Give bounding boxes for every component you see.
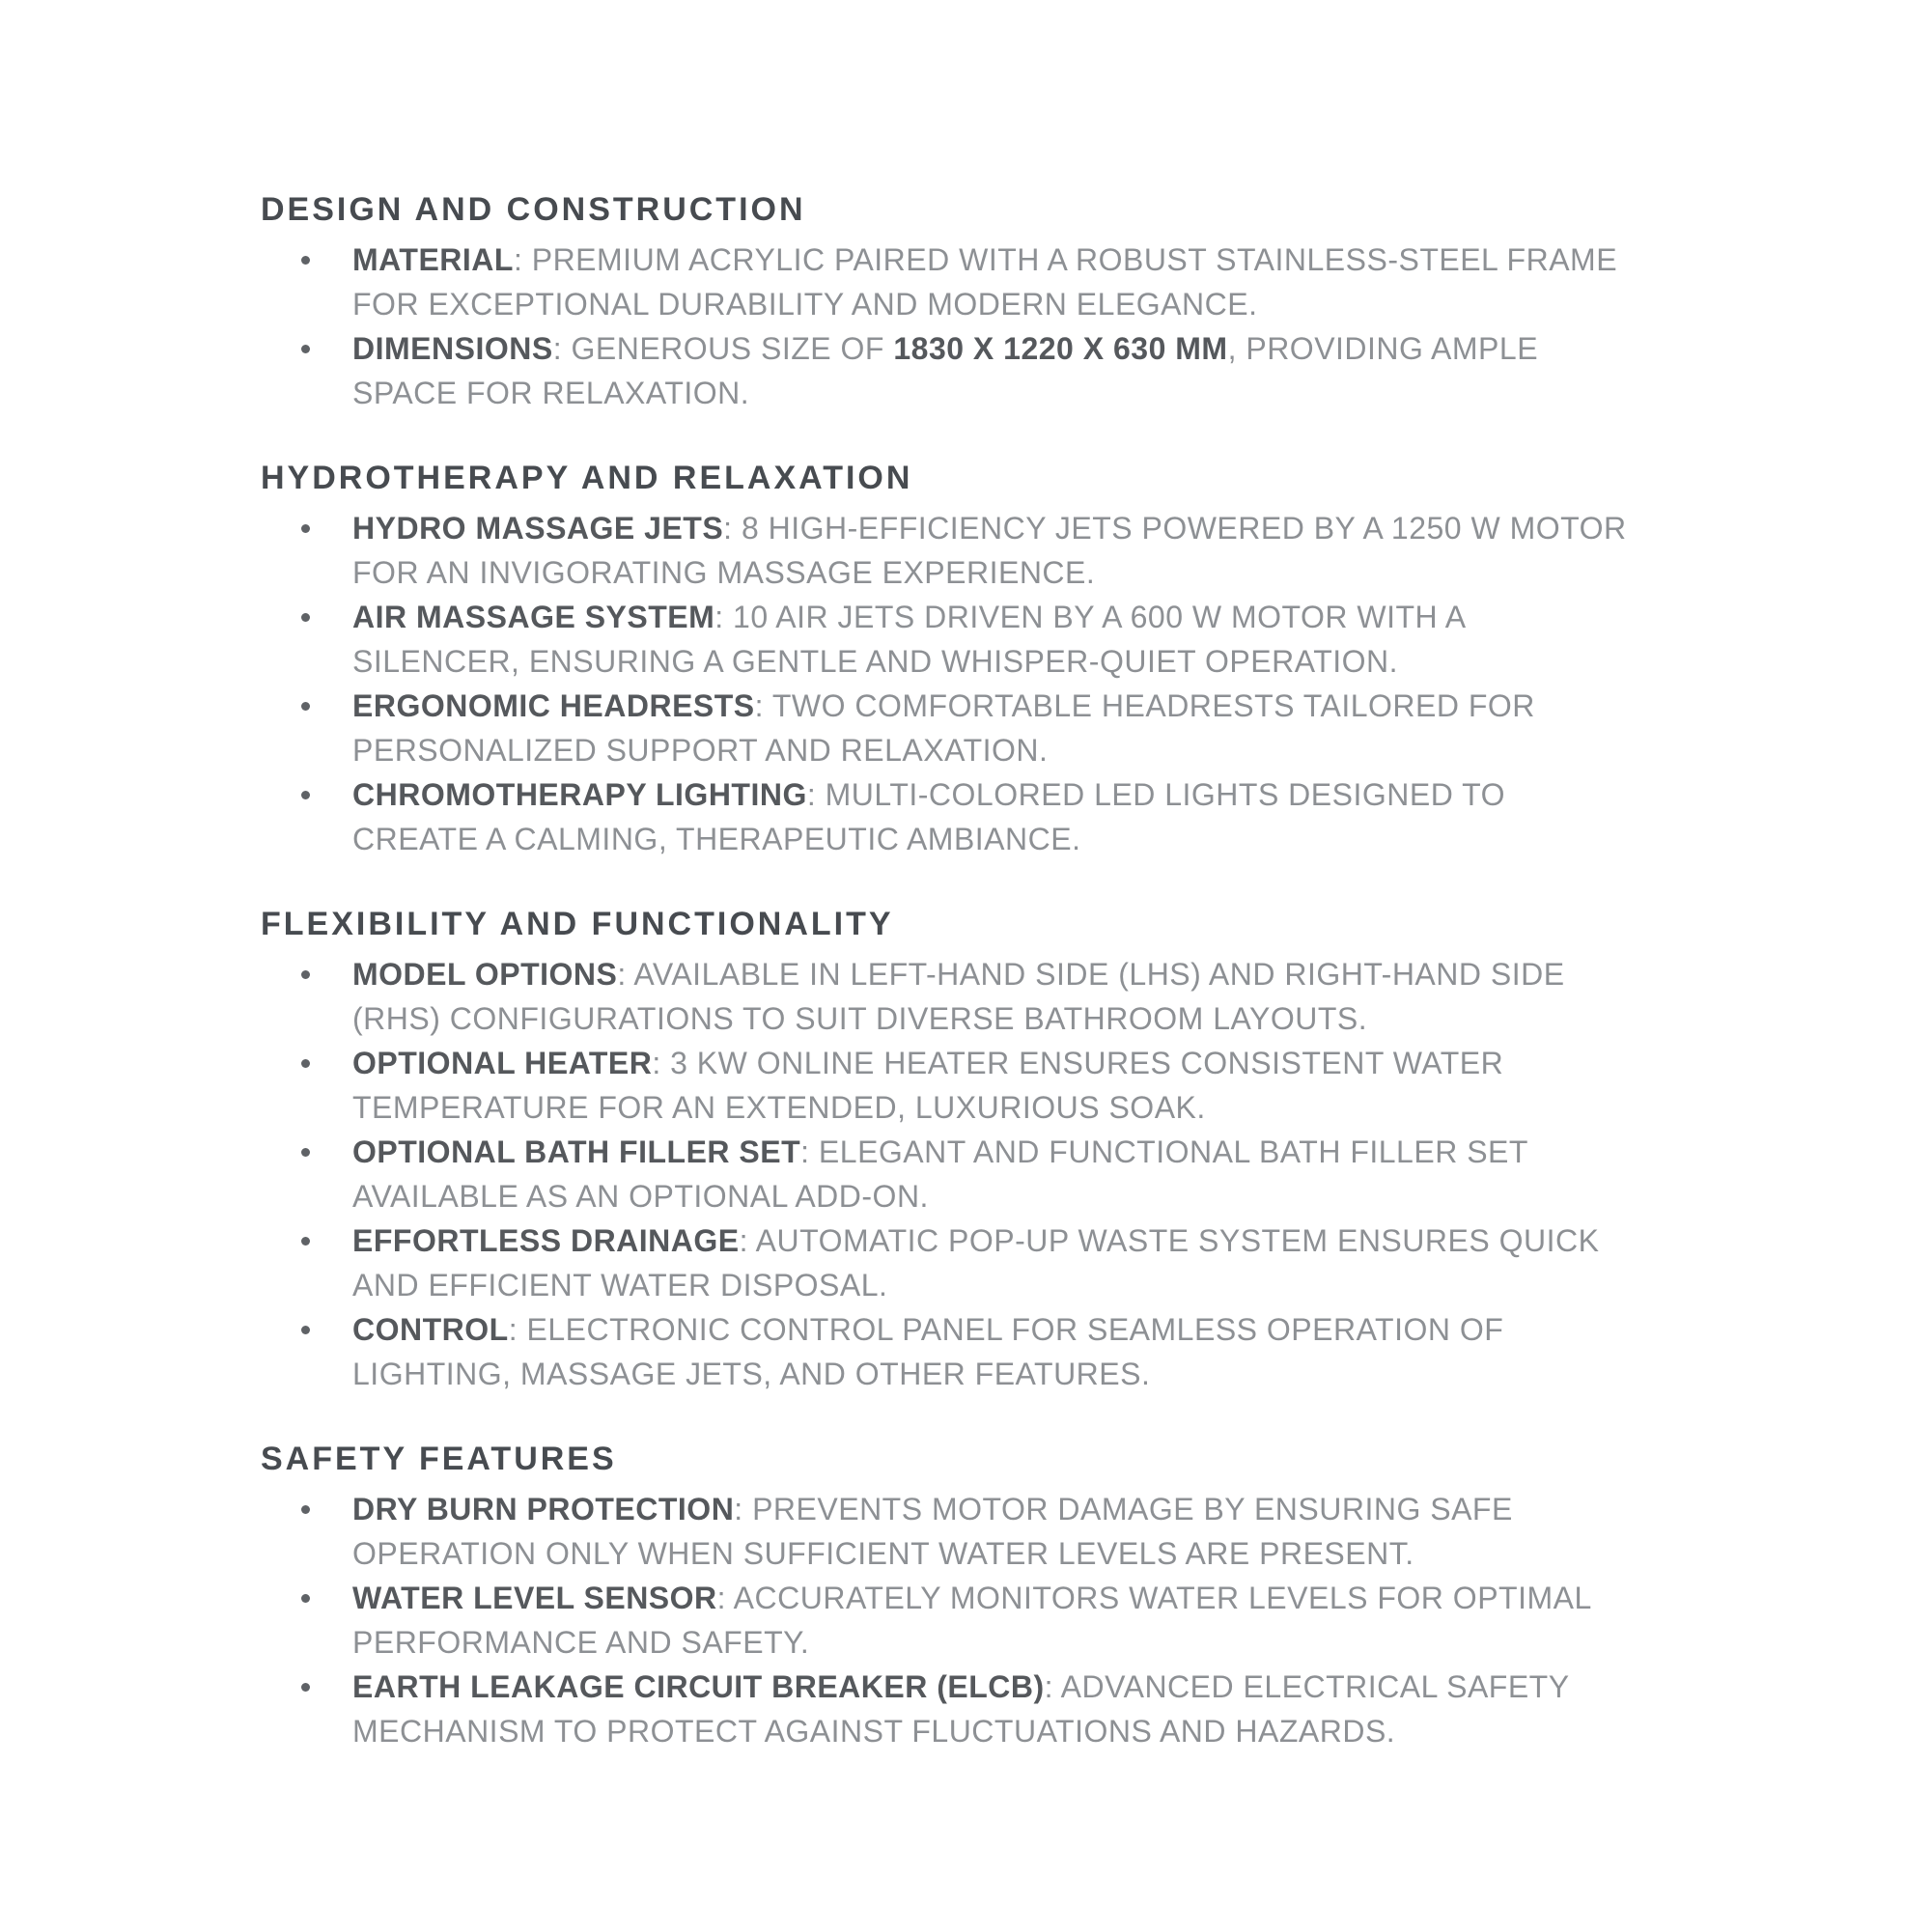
- item-line: [352, 1130, 1778, 1174]
- bullet-list: [261, 952, 1778, 1396]
- list-item: [261, 1576, 1778, 1665]
- bullet-list: [261, 238, 1778, 415]
- item-text: FOR AN INVIGORATING MASSAGE EXPERIENCE.: [352, 555, 1096, 590]
- item-line: [352, 1174, 1778, 1218]
- item-text: SPACE FOR RELAXATION.: [352, 376, 750, 410]
- item-line: [352, 1085, 1778, 1130]
- list-item: [261, 595, 1778, 684]
- item-line: [352, 996, 1778, 1041]
- item-term: CHROMOTHERAPY LIGHTING: [352, 777, 807, 812]
- item-line: [352, 1218, 1778, 1263]
- spec-section: [261, 462, 1778, 861]
- item-text: : AUTOMATIC POP-UP WASTE SYSTEM ENSURES QUICK: [739, 1223, 1600, 1258]
- bullet-icon: [301, 1326, 310, 1334]
- item-line: [352, 1352, 1778, 1396]
- item-line: [352, 595, 1778, 639]
- section-title: HYDROTHERAPY AND RELAXATION: [261, 460, 913, 496]
- item-text: TEMPERATURE FOR AN EXTENDED, LUXURIOUS SOAK.: [352, 1090, 1206, 1125]
- item-text: PERSONALIZED SUPPORT AND RELAXATION.: [352, 733, 1049, 768]
- item-text: : GENEROUS SIZE OF: [552, 331, 894, 366]
- item-text: LIGHTING, MASSAGE JETS, AND OTHER FEATURES.: [352, 1357, 1151, 1391]
- item-line: [352, 1307, 1778, 1352]
- item-line: [352, 684, 1778, 728]
- list-item: [261, 506, 1778, 595]
- item-text: : AVAILABLE IN LEFT-HAND SIDE (LHS) AND RIGHT-HAND SIDE: [617, 957, 1565, 992]
- item-text: SILENCER, ENSURING A GENTLE AND WHISPER-QUIET OPERATION.: [352, 644, 1399, 679]
- item-line: [352, 1041, 1778, 1085]
- item-line: [352, 1531, 1778, 1576]
- spec-sheet: [261, 193, 1778, 1753]
- item-line: [352, 952, 1778, 996]
- list-item: [261, 1041, 1778, 1130]
- item-line: [352, 1620, 1778, 1665]
- item-line: [352, 1263, 1778, 1307]
- item-text: : MULTI-COLORED LED LIGHTS DESIGNED TO: [806, 777, 1505, 812]
- list-item: [261, 952, 1778, 1041]
- item-term: MATERIAL: [352, 242, 514, 277]
- item-term: EARTH LEAKAGE CIRCUIT BREAKER (ELCB): [352, 1669, 1045, 1704]
- spec-section: [261, 193, 1778, 415]
- item-term: MODEL OPTIONS: [352, 957, 618, 992]
- bullet-icon: [301, 1148, 310, 1157]
- item-term: DIMENSIONS: [352, 331, 553, 366]
- bullet-icon: [301, 791, 310, 799]
- bullet-icon: [301, 1683, 310, 1692]
- item-term: CONTROL: [352, 1312, 509, 1347]
- item-text: : ELECTRONIC CONTROL PANEL FOR SEAMLESS OPERATION OF: [508, 1312, 1504, 1347]
- list-item: [261, 1487, 1778, 1576]
- item-term: OPTIONAL BATH FILLER SET: [352, 1134, 801, 1169]
- list-item: [261, 684, 1778, 772]
- bullet-icon: [301, 1594, 310, 1603]
- bullet-icon: [301, 1237, 310, 1246]
- list-item: [261, 1130, 1778, 1218]
- item-text: OPERATION ONLY WHEN SUFFICIENT WATER LEVELS ARE PRESENT.: [352, 1536, 1414, 1571]
- item-text: : 8 HIGH-EFFICIENCY JETS POWERED BY A 1250 W MOTOR: [723, 511, 1627, 546]
- list-item: [261, 238, 1778, 326]
- item-text: : 10 AIR JETS DRIVEN BY A 600 W MOTOR WITH A: [714, 600, 1467, 634]
- item-term: ERGONOMIC HEADRESTS: [352, 688, 755, 723]
- bullet-icon: [301, 1505, 310, 1514]
- bullet-icon: [301, 702, 310, 711]
- item-text: MECHANISM TO PROTECT AGAINST FLUCTUATIONS AND HAZARDS.: [352, 1714, 1396, 1749]
- item-text: : ACCURATELY MONITORS WATER LEVELS FOR OPTIMAL: [716, 1581, 1592, 1615]
- list-item: [261, 772, 1778, 861]
- bullet-icon: [301, 524, 310, 533]
- item-text: : TWO COMFORTABLE HEADRESTS TAILORED FOR: [754, 688, 1535, 723]
- bullet-icon: [301, 345, 310, 353]
- item-text: AND EFFICIENT WATER DISPOSAL.: [352, 1268, 888, 1302]
- item-line: [352, 371, 1778, 415]
- item-text: PERFORMANCE AND SAFETY.: [352, 1625, 810, 1660]
- item-term: OPTIONAL HEATER: [352, 1046, 653, 1080]
- item-text: : ELEGANT AND FUNCTIONAL BATH FILLER SET: [800, 1134, 1528, 1169]
- item-term: DRY BURN PROTECTION: [352, 1492, 735, 1526]
- spec-section: [261, 1442, 1778, 1753]
- item-text: : 3 KW ONLINE HEATER ENSURES CONSISTENT WATER: [652, 1046, 1504, 1080]
- item-line: [352, 728, 1778, 772]
- section-title: FLEXIBILITY AND FUNCTIONALITY: [261, 906, 894, 942]
- item-line: [352, 1709, 1778, 1753]
- section-title: SAFETY FEATURES: [261, 1441, 617, 1477]
- item-line: [352, 506, 1778, 550]
- bullet-icon: [301, 970, 310, 979]
- item-term: HYDRO MASSAGE JETS: [352, 511, 724, 546]
- item-line: [352, 817, 1778, 861]
- item-line: [352, 282, 1778, 326]
- item-text: , PROVIDING AMPLE: [1227, 331, 1539, 366]
- item-line: [352, 1487, 1778, 1531]
- item-text: FOR EXCEPTIONAL DURABILITY AND MODERN ELEGANCE.: [352, 287, 1258, 322]
- list-item: [261, 1307, 1778, 1396]
- list-item: [261, 1665, 1778, 1753]
- item-line: [352, 238, 1778, 282]
- bullet-icon: [301, 613, 310, 622]
- item-text: : PREMIUM ACRYLIC PAIRED WITH A ROBUST STAINLESS-STEEL FRAME: [513, 242, 1618, 277]
- bullet-icon: [301, 256, 310, 265]
- list-item: [261, 1218, 1778, 1307]
- item-line: [352, 326, 1778, 371]
- item-text: : ADVANCED ELECTRICAL SAFETY: [1044, 1669, 1570, 1704]
- bullet-icon: [301, 1059, 310, 1068]
- item-text: CREATE A CALMING, THERAPEUTIC AMBIANCE.: [352, 822, 1081, 856]
- item-text: : PREVENTS MOTOR DAMAGE BY ENSURING SAFE: [734, 1492, 1513, 1526]
- item-line: [352, 550, 1778, 595]
- item-line: [352, 1665, 1778, 1709]
- item-line: [352, 1576, 1778, 1620]
- bullet-list: [261, 506, 1778, 861]
- item-term: 1830 X 1220 X 630 MM: [893, 331, 1228, 366]
- item-line: [352, 772, 1778, 817]
- item-term: AIR MASSAGE SYSTEM: [352, 600, 715, 634]
- item-text: (RHS) CONFIGURATIONS TO SUIT DIVERSE BATHROOM LAYOUTS.: [352, 1001, 1368, 1036]
- spec-section: [261, 908, 1778, 1396]
- item-term: EFFORTLESS DRAINAGE: [352, 1223, 740, 1258]
- list-item: [261, 326, 1778, 415]
- section-title: DESIGN AND CONSTRUCTION: [261, 191, 806, 228]
- item-term: WATER LEVEL SENSOR: [352, 1581, 717, 1615]
- item-line: [352, 639, 1778, 684]
- bullet-list: [261, 1487, 1778, 1753]
- item-text: AVAILABLE AS AN OPTIONAL ADD-ON.: [352, 1179, 929, 1214]
